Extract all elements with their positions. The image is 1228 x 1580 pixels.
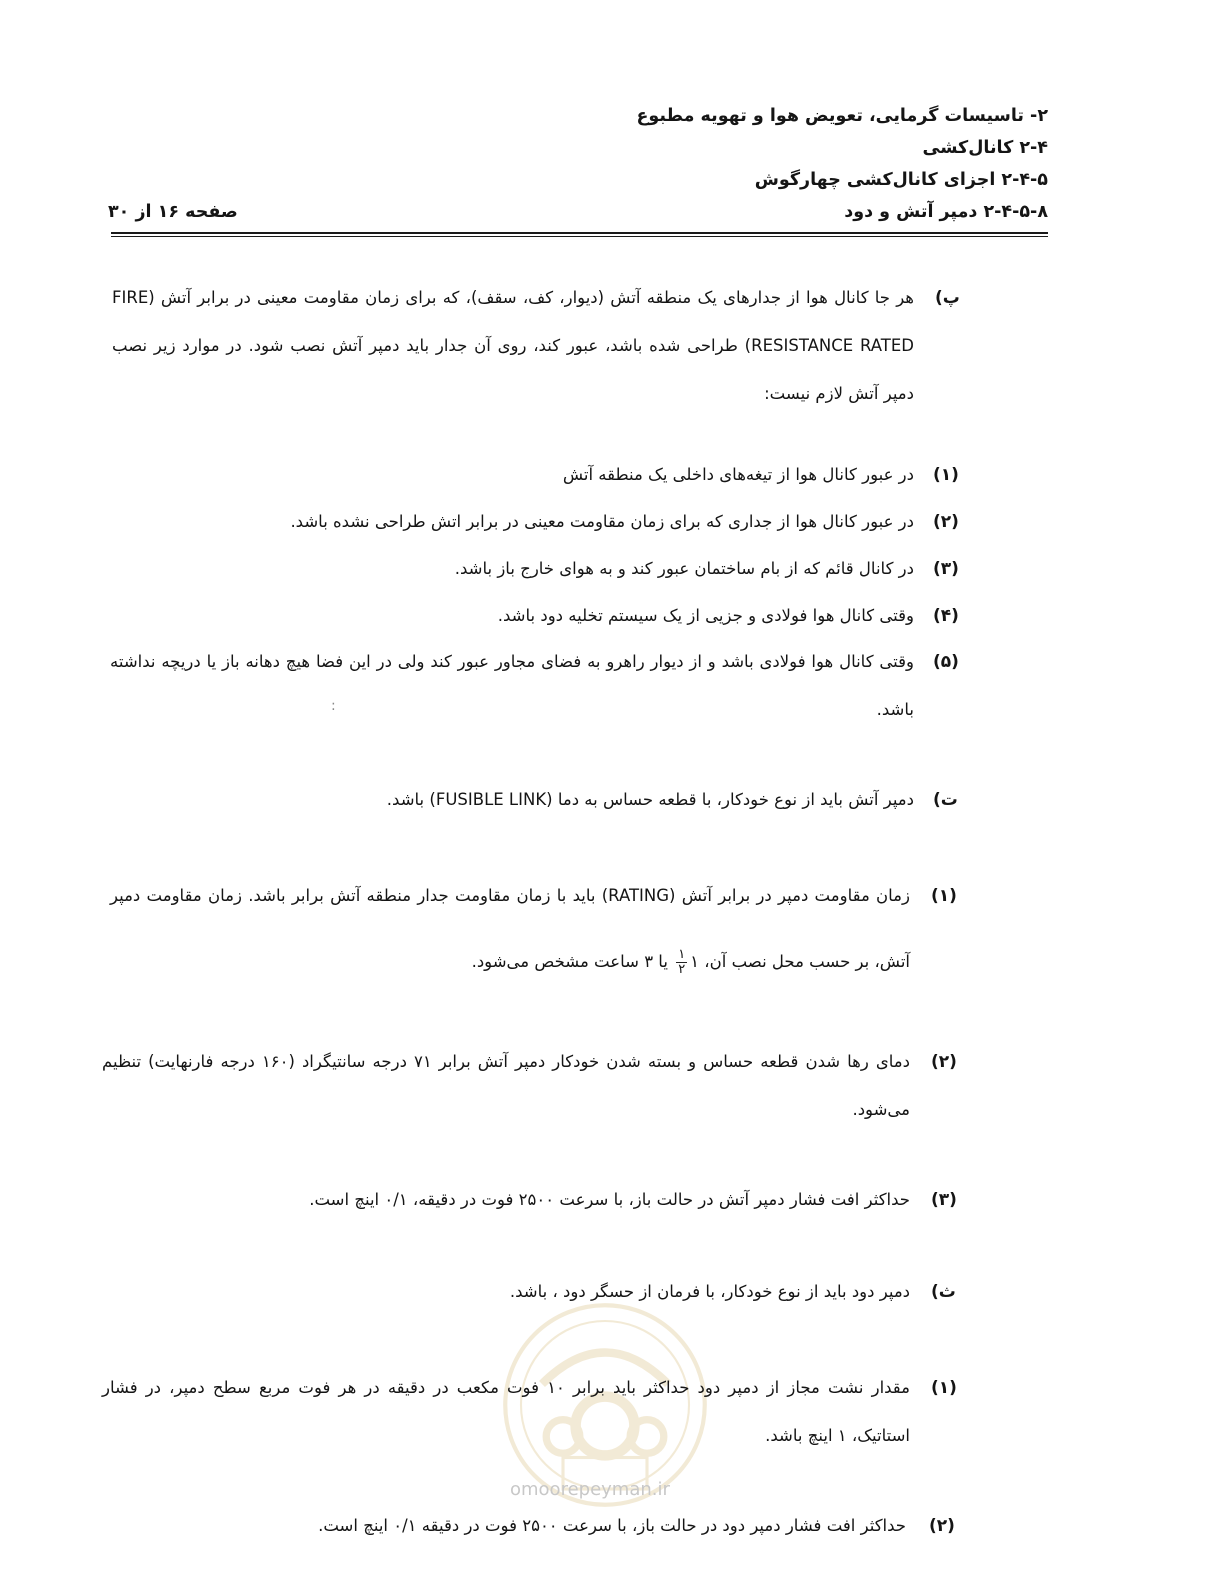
mixed-number-whole: ۱	[690, 952, 700, 971]
header-chapter: ۲- تاسیسات گرمایی، تعویض هوا و تهویه مطبوع	[636, 106, 1048, 126]
list-item: وقتی کانال هوا فولادی باشد و از دیوار راهرو به فضای مجاور عبور کند ولی در این فضا هیچ دهانه باز یا دریچه نداشته باشد.	[110, 652, 914, 719]
list-item: در عبور کانال هوا از تیغه‌های داخلی یک منطقه آتش	[562, 465, 914, 484]
list-marker: (۵)	[933, 652, 959, 672]
list-marker: (۲)	[929, 1516, 955, 1536]
fraction-lead-text: آتش، بر حسب محل نصب آن،	[704, 952, 910, 971]
section-p-marker: پ)	[935, 288, 960, 308]
list-marker: (۳)	[931, 1190, 957, 1210]
header-section: ۲-۴ کانال‌کشی	[922, 138, 1048, 158]
fraction-tail-text: یا ۳ ساعت مشخص می‌شود.	[471, 952, 668, 971]
list-item: حداکثر افت فشار دمپر دود در حالت باز، با سرعت ۲۵۰۰ فوت در دقیقه ۰/۱ اینچ است.	[318, 1516, 906, 1535]
header-rule	[111, 232, 1048, 234]
page-number: صفحه ۱۶ از ۳۰	[108, 202, 238, 222]
list-item: وقتی کانال هوا فولادی و جزیی از یک سیستم تخلیه دود باشد.	[497, 606, 914, 625]
section-t-marker: ت)	[933, 790, 958, 810]
list-marker: (۳)	[933, 559, 959, 579]
list-item: در عبور کانال هوا از جداری که برای زمان مقاومت معینی در برابر اتش طراحی نشده باشد.	[290, 512, 914, 531]
section-t-paragraph: دمپر آتش باید از نوع خودکار، با قطعه حساس به دما (FUSIBLE LINK) باشد.	[386, 790, 914, 809]
section-s-marker: ث)	[931, 1282, 956, 1302]
fraction: $\frac{۱}{۲}$	[678, 947, 686, 977]
list-item: مقدار نشت مجاز از دمپر دود حداکثر باید برابر ۱۰ فوت مکعب در دقیقه در هر فوت مربع سطح دمپر، در فشار استاتیک، ۱ اینچ باشد.	[102, 1378, 910, 1445]
stray-mark: :	[331, 698, 336, 714]
page-header	[108, 100, 1048, 228]
header-rule-thin	[111, 236, 1048, 237]
watermark-text: omoorepeyman.ir	[510, 1479, 670, 1500]
list-marker: (۱)	[931, 1378, 957, 1398]
list-item-continued	[472, 944, 910, 980]
list-marker: (۱)	[933, 465, 959, 485]
list-item: در کانال قائم که از بام ساختمان عبور کند و به هوای خارج باز باشد.	[454, 559, 914, 578]
list-item: دمای رها شدن قطعه حساس و بسته شدن خودکار دمپر آتش برابر ۷۱ درجه سانتیگراد (۱۶۰ درجه فارنهایت) تنظیم می‌شود.	[102, 1052, 910, 1119]
header-topic: ۲-۴-۵-۸ دمپر آتش و دود	[844, 202, 1048, 222]
list-marker: (۲)	[933, 512, 959, 532]
list-marker: (۴)	[933, 606, 959, 626]
section-s-paragraph: دمپر دود باید از نوع خودکار، با فرمان از حسگر دود ، باشد.	[509, 1282, 910, 1301]
list-item: حداکثر افت فشار دمپر آتش در حالت باز، با سرعت ۲۵۰۰ فوت در دقیقه، ۰/۱ اینچ است.	[309, 1190, 910, 1209]
list-item: زمان مقاومت دمپر در برابر آتش (RATING) باید با زمان مقاومت جدار منطقه آتش برابر باشد. زمان مقاومت دمپر	[110, 886, 910, 905]
header-subsection: ۲-۴-۵ اجزای کانال‌کشی چهارگوش	[754, 170, 1048, 190]
list-marker: (۲)	[931, 1052, 957, 1072]
list-marker: (۱)	[931, 886, 957, 906]
section-p-paragraph: هر جا کانال هوا از جدارهای یک منطقه آتش (دیوار، کف، سقف)، که برای زمان مقاومت معینی در برابر آتش (FIRE RESISTANCE RATED) طراحی شده باشد، عبور کند، روی آن جدار باید دمپر آتش نصب شود. در موارد زیر نصب دمپر آتش لازم نیست:	[112, 288, 914, 403]
